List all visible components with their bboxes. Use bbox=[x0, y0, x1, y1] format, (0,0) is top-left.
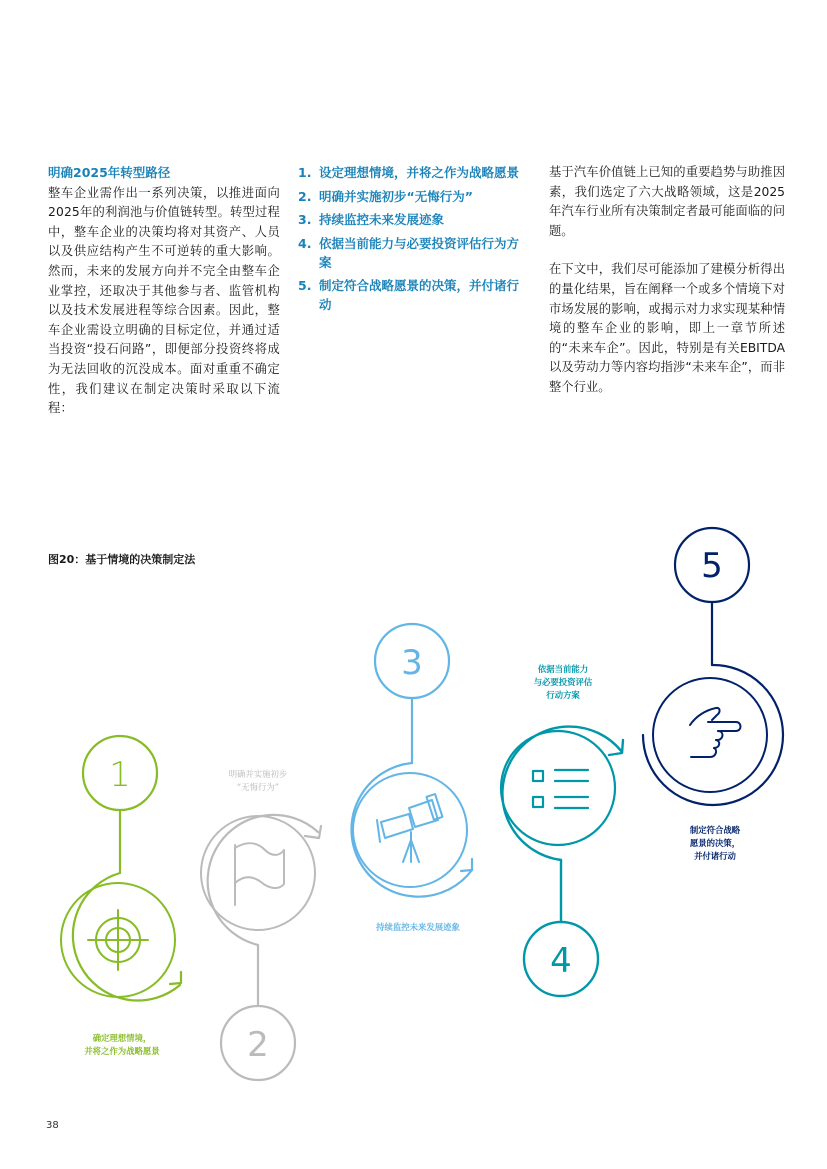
checklist-icon bbox=[533, 770, 588, 808]
step-item-3 bbox=[298, 210, 530, 229]
label-line: 行动方案 bbox=[546, 690, 580, 700]
label-line: 与必要投资评估 bbox=[533, 677, 593, 687]
step-text: 设定理想情境，并将之作为战略愿景 bbox=[319, 165, 520, 180]
label-line: 愿景的决策， bbox=[689, 838, 741, 848]
figure-title: 图20：基于情境的决策制定法 bbox=[48, 553, 196, 566]
flag-icon bbox=[235, 843, 284, 905]
label-line: 确定理想情境， bbox=[92, 1033, 152, 1043]
intro-column bbox=[48, 163, 280, 419]
step-item-1 bbox=[298, 163, 530, 182]
steps-column bbox=[298, 163, 530, 319]
context-paragraph-2: 在下文中，我们尽可能添加了建模分析得出的量化结果，旨在阐释一个或多个情境下对市场发展的影响，或揭示对力求实现某种情境的整车企业的影响，即上一章节所述的“未来车企”。因此，特别是有关EBITDA以及劳动力等内容均指涉“未来车企”，而非整个行业。 bbox=[549, 262, 785, 394]
context-paragraph-1: 基于汽车价值链上已知的重要趋势与助推因素，我们选定了六大战略领域，这是2025年汽车行业所有决策制定者最可能面临的问题。 bbox=[549, 165, 785, 238]
step-1-number: 1 bbox=[109, 755, 131, 795]
label-line: 制定符合战略 bbox=[689, 825, 741, 835]
step-number: 5. bbox=[298, 278, 312, 293]
intro-paragraph: 整车企业需作出一系列决策，以推进面向2025年的利润池与价值链转型。转型过程中，整车企业的决策均将对其资产、人员以及供应结构产生不可逆转的重大影响。然而，未来的发展方向并不完全由整车企业掌控，还取决于其他参与者、监管机构以及技术发展进程等综合因素。因此，整车企业需设立明确的目标定位，并通过适当投资“投石问路”，即便部分投资终将成为无法回收的沉没成本。面对重重不确定性，我们建议在制定决策时采取以下流程： bbox=[48, 185, 280, 416]
label-line: 并将之作为战略愿景 bbox=[84, 1046, 160, 1056]
step-item-2 bbox=[298, 187, 530, 206]
step-4-label bbox=[508, 663, 618, 702]
step-3-number: 3 bbox=[401, 643, 423, 683]
step-number: 2. bbox=[298, 188, 312, 204]
step-2-label bbox=[196, 768, 320, 794]
label-line: “无悔行为” bbox=[236, 782, 280, 792]
context-column bbox=[549, 163, 785, 417]
pointing-hand-icon bbox=[690, 708, 741, 757]
step-2-number: 2 bbox=[247, 1025, 269, 1065]
step-number: 4. bbox=[298, 235, 312, 251]
step-number: 1. bbox=[298, 165, 312, 180]
step-3-label bbox=[348, 921, 488, 934]
step-text: 制定符合战略愿景的决策，并付诸行动 bbox=[319, 278, 520, 312]
step-text: 依据当前能力与必要投资评估行为方案 bbox=[319, 235, 520, 270]
step-item-4 bbox=[298, 234, 530, 272]
label-line: 明确并实施初步 bbox=[228, 769, 288, 779]
step-number: 3. bbox=[298, 212, 312, 227]
page-number: 38 bbox=[46, 1120, 59, 1131]
label-line: 持续监控未来发展迹象 bbox=[376, 922, 460, 932]
telescope-icon bbox=[377, 794, 442, 862]
decision-process-diagram bbox=[0, 520, 827, 1100]
step-text: 明确并实施初步“无悔行为” bbox=[319, 188, 473, 204]
step-text: 持续监控未来发展迹象 bbox=[319, 212, 445, 227]
steps-list bbox=[298, 163, 530, 314]
label-line: 并付诸行动 bbox=[694, 851, 736, 861]
step-1-label bbox=[58, 1032, 186, 1058]
step-4-number: 4 bbox=[550, 941, 572, 981]
step-5-label bbox=[663, 824, 767, 863]
step-5-number: 5 bbox=[701, 546, 723, 586]
target-icon bbox=[88, 910, 148, 970]
section-title: 明确2025年转型路径 bbox=[48, 165, 171, 180]
step-item-5 bbox=[298, 276, 530, 314]
label-line: 依据当前能力 bbox=[537, 664, 589, 674]
